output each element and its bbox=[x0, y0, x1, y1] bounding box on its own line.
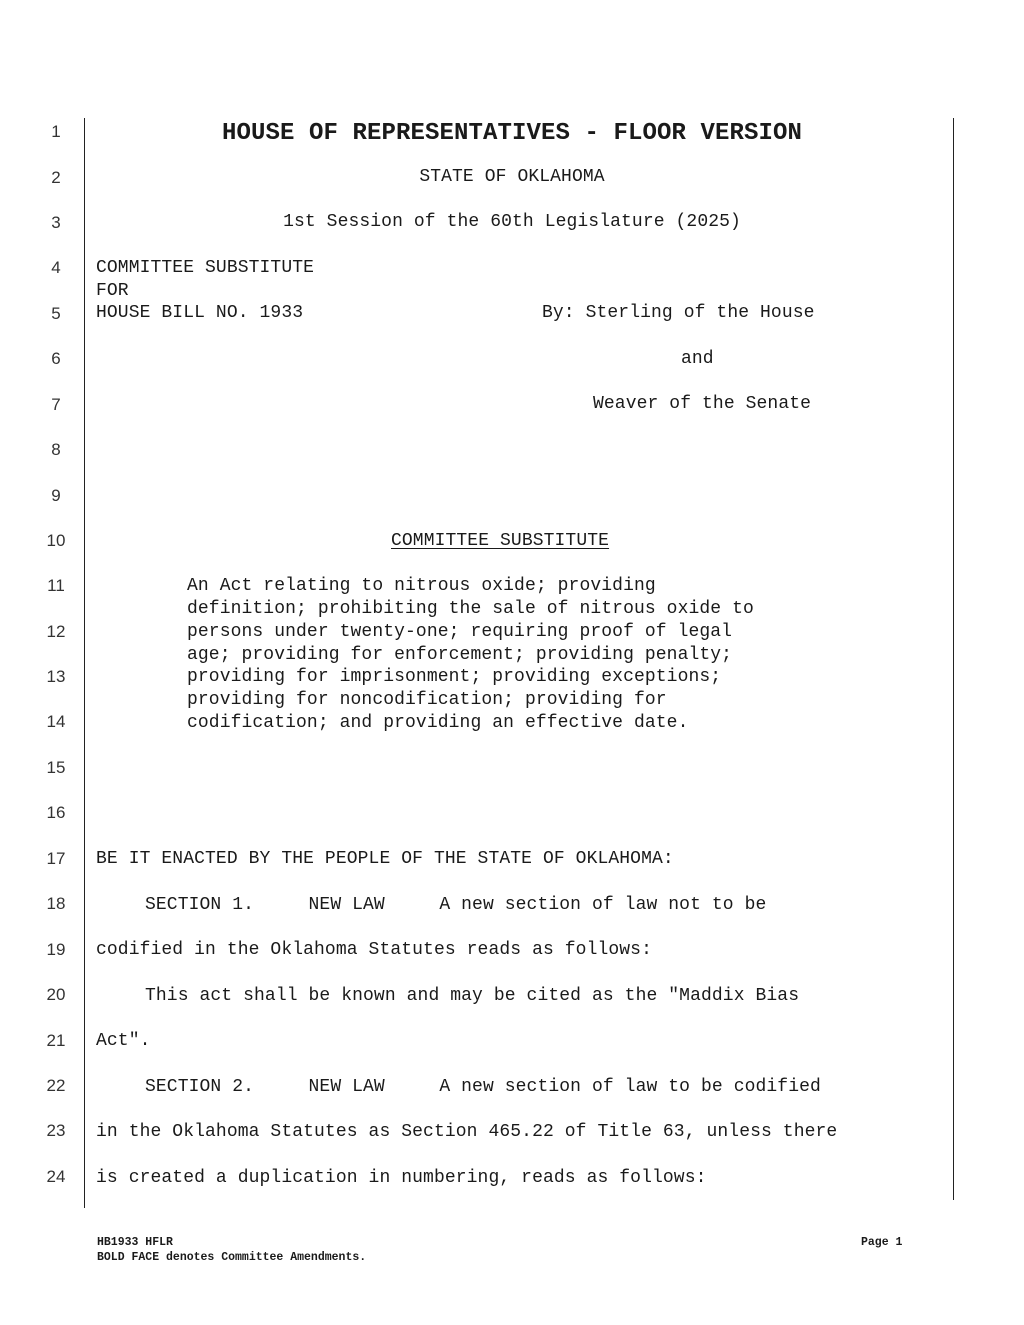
section-1-text: codified in the Oklahoma Statutes reads as follows: bbox=[96, 940, 652, 960]
line-number: 22 bbox=[46, 1076, 66, 1095]
line-number: 21 bbox=[46, 1031, 66, 1050]
footer-note: BOLD FACE denotes Committee Amendments. bbox=[97, 1251, 367, 1264]
left-margin-rule bbox=[84, 118, 85, 1208]
authors-and: and bbox=[681, 349, 714, 369]
line-number: 12 bbox=[46, 622, 66, 641]
section-1-heading: SECTION 1. NEW LAW A new section of law not to be bbox=[145, 895, 767, 915]
act-summary-line: age; providing for enforcement; providing penalty; bbox=[187, 645, 733, 665]
section-2-text: in the Oklahoma Statutes as Section 465.22 of Title 63, unless there bbox=[96, 1122, 838, 1142]
bill-number: HOUSE BILL NO. 1933 bbox=[96, 303, 304, 323]
act-summary-line: providing for noncodification; providing for bbox=[187, 690, 667, 710]
section-2-text: is created a duplication in numbering, reads as follows: bbox=[96, 1168, 707, 1188]
line-number: 19 bbox=[46, 940, 66, 959]
act-summary-line: definition; prohibiting the sale of nitrous oxide to bbox=[187, 599, 754, 619]
session-info: 1st Session of the 60th Legislature (2025) bbox=[283, 212, 741, 232]
footer-page-number: Page 1 bbox=[861, 1236, 903, 1249]
line-number: 11 bbox=[47, 576, 65, 595]
act-summary-line: codification; and providing an effective date. bbox=[187, 713, 689, 733]
line-number: 24 bbox=[46, 1167, 66, 1186]
act-summary-line: providing for imprisonment; providing exceptions; bbox=[187, 667, 722, 687]
line-number: 10 bbox=[46, 531, 66, 550]
bill-header-line1: COMMITTEE SUBSTITUTE bbox=[96, 258, 315, 278]
line-number: 2 bbox=[51, 168, 61, 187]
section-1-text: This act shall be known and may be cited as the "Maddix Bias bbox=[145, 986, 800, 1006]
line-number: 13 bbox=[46, 667, 66, 686]
line-number: 16 bbox=[46, 803, 66, 822]
line-number: 1 bbox=[51, 122, 61, 141]
substitute-heading: COMMITTEE SUBSTITUTE bbox=[391, 531, 610, 551]
line-number: 14 bbox=[46, 712, 66, 731]
line-number: 5 bbox=[51, 304, 61, 323]
line-number: 3 bbox=[51, 213, 61, 232]
act-summary-line: persons under twenty-one; requiring proof of legal bbox=[187, 622, 733, 642]
line-number: 4 bbox=[51, 258, 61, 277]
right-margin-rule bbox=[953, 118, 954, 1200]
line-number: 23 bbox=[46, 1121, 66, 1140]
line-number: 17 bbox=[46, 849, 66, 868]
line-number: 18 bbox=[46, 894, 66, 913]
line-number: 8 bbox=[51, 440, 61, 459]
act-summary-line: An Act relating to nitrous oxide; providing bbox=[187, 576, 656, 596]
enacting-clause: BE IT ENACTED BY THE PEOPLE OF THE STATE OF OKLAHOMA: bbox=[96, 849, 674, 869]
senate-author: Weaver of the Senate bbox=[593, 394, 812, 414]
line-number: 7 bbox=[51, 395, 61, 414]
line-number: 6 bbox=[51, 349, 61, 368]
state-name: STATE OF OKLAHOMA bbox=[419, 167, 605, 187]
section-2-heading: SECTION 2. NEW LAW A new section of law to be codified bbox=[145, 1077, 821, 1097]
line-number: 15 bbox=[46, 758, 66, 777]
line-number: 9 bbox=[51, 486, 61, 505]
bill-header-line2: FOR bbox=[96, 281, 129, 301]
section-1-text: Act". bbox=[96, 1031, 151, 1051]
line-number: 20 bbox=[46, 985, 66, 1004]
footer-bill-code: HB1933 HFLR bbox=[97, 1236, 173, 1249]
house-author: By: Sterling of the House bbox=[542, 303, 815, 323]
document-title: HOUSE OF REPRESENTATIVES - FLOOR VERSION bbox=[221, 120, 803, 147]
